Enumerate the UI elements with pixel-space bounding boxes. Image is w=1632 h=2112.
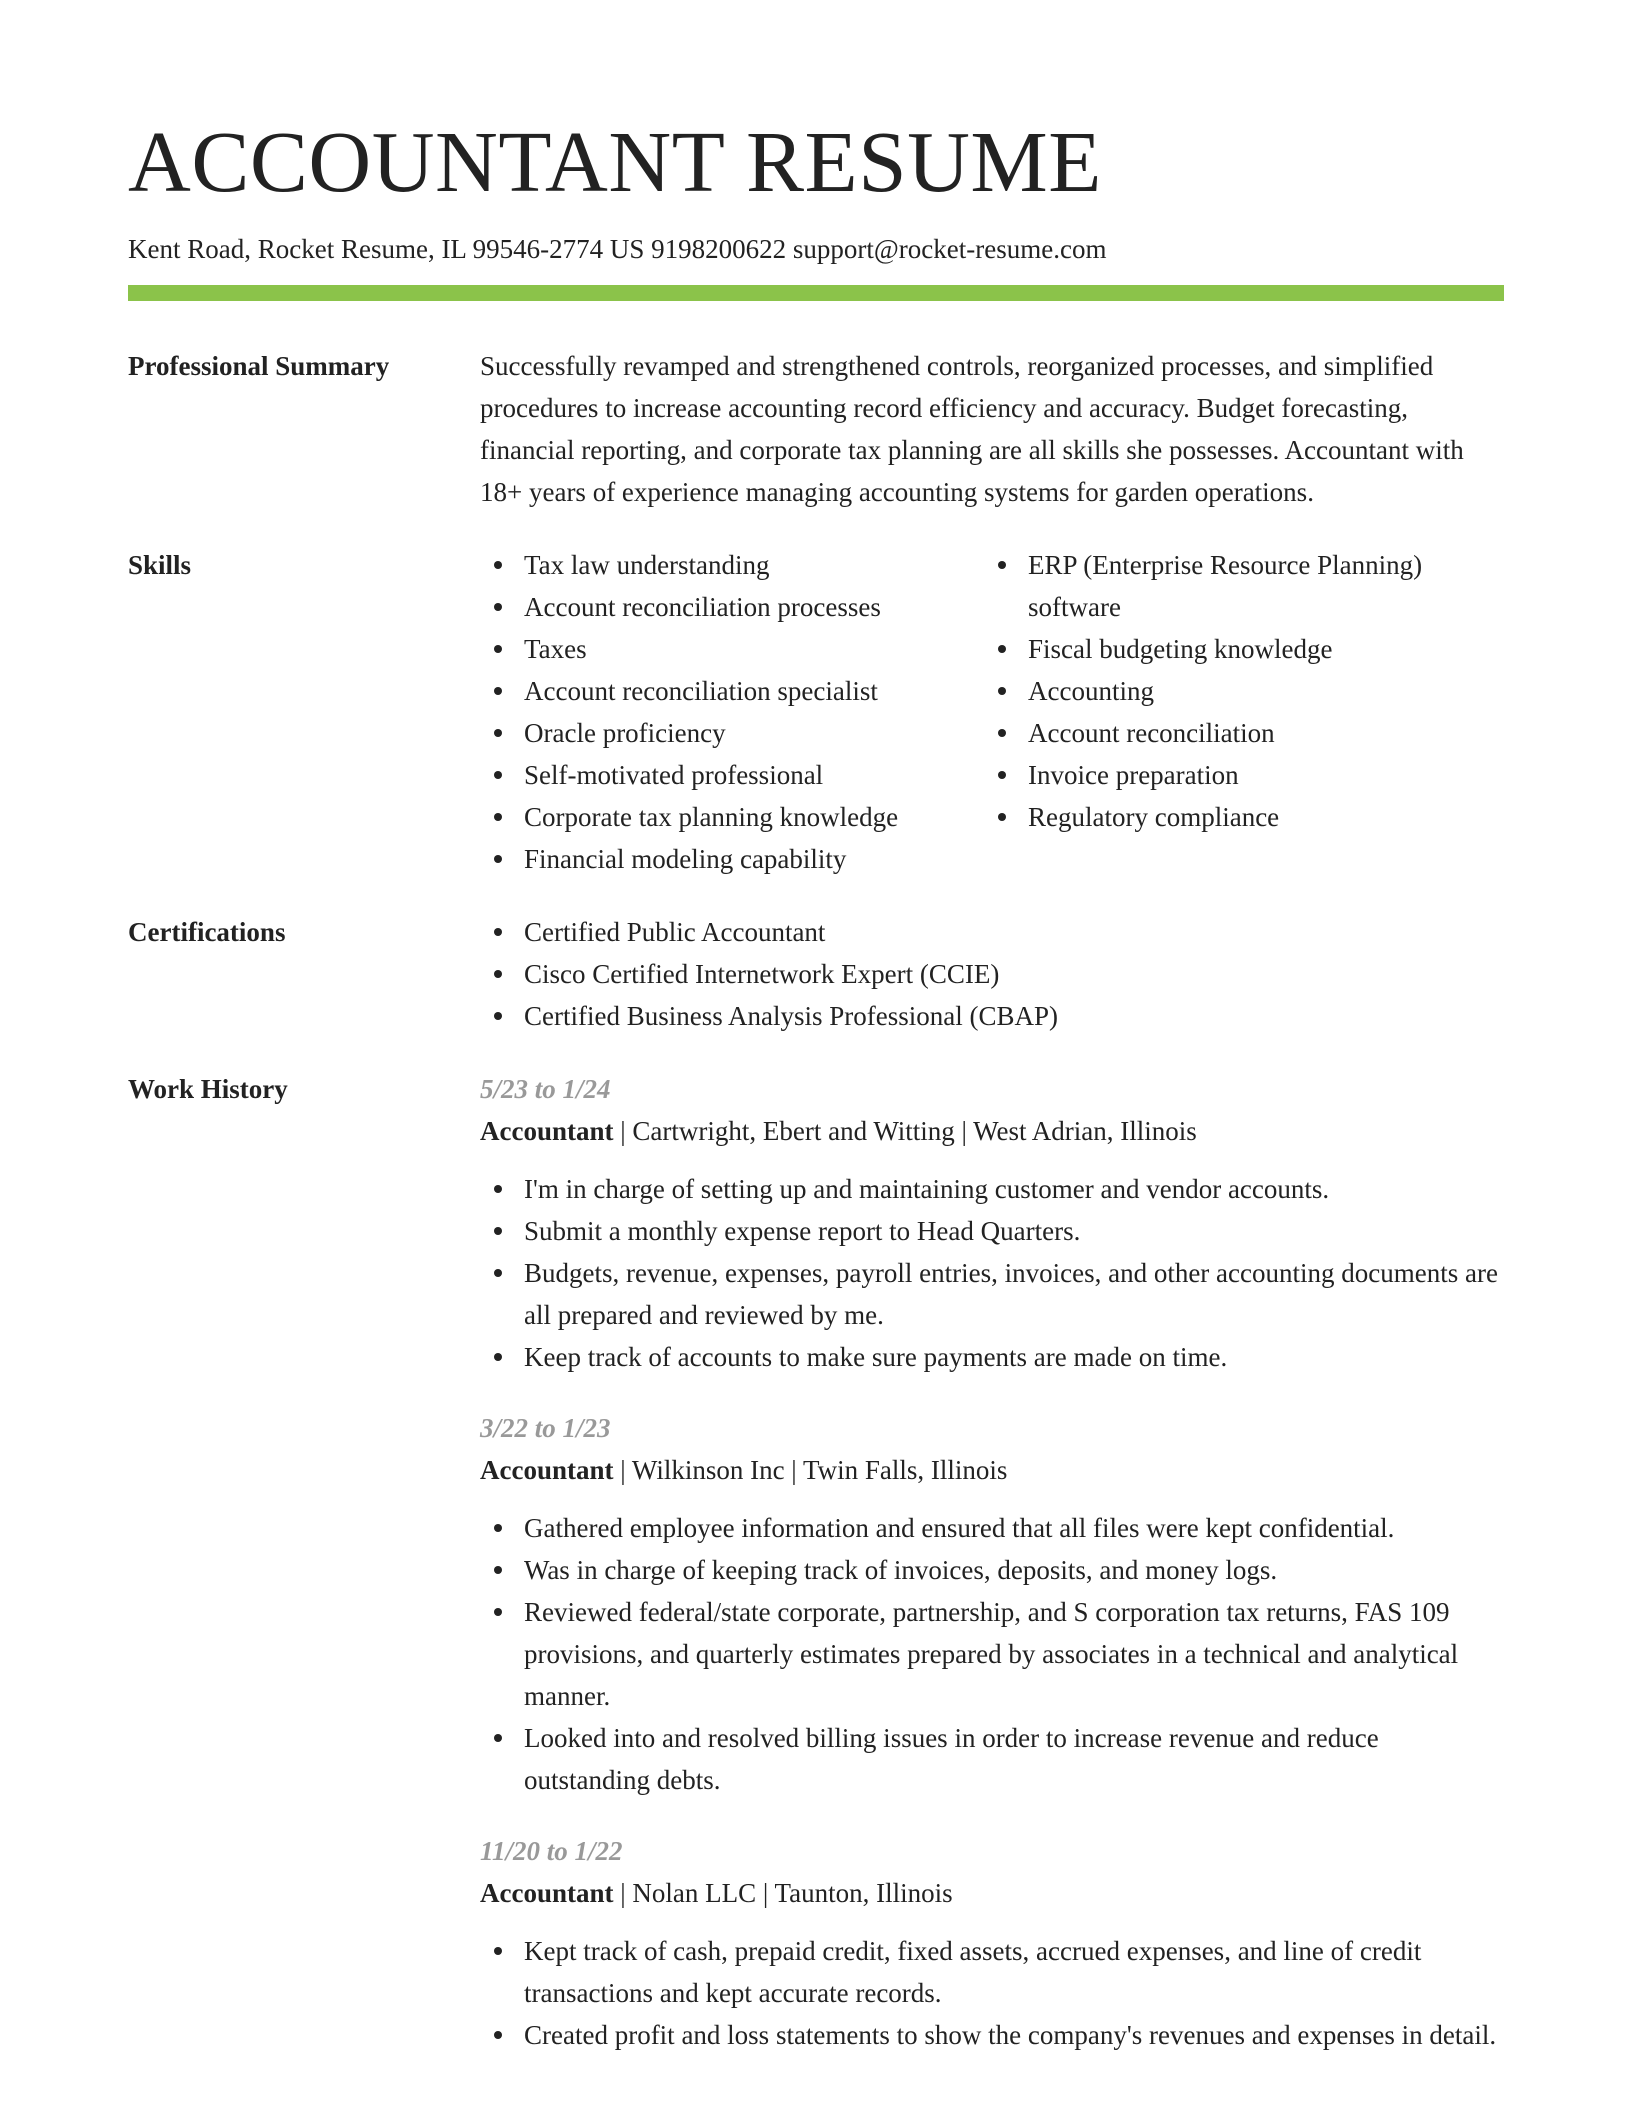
job-title: Accountant (480, 1116, 614, 1146)
skill-item: Tax law understanding (524, 544, 984, 586)
skill-item: Accounting (1028, 670, 1504, 712)
job-entry (480, 1830, 1504, 2056)
skill-item: Taxes (524, 628, 984, 670)
certification-item: Certified Public Accountant (524, 911, 1504, 953)
job-bullet: Created profit and loss statements to show the company's revenues and expenses in detail. (524, 2014, 1504, 2056)
skill-item: Corporate tax planning knowledge (524, 796, 984, 838)
job-bullet: I'm in charge of setting up and maintaining customer and vendor accounts. (524, 1168, 1504, 1210)
skill-item: Regulatory compliance (1028, 796, 1504, 838)
job-heading (480, 1110, 1504, 1152)
job-employer-location: | Wilkinson Inc | Twin Falls, Illinois (613, 1455, 1008, 1485)
skill-item: Invoice preparation (1028, 754, 1504, 796)
summary-text: Successfully revamped and strengthened controls, reorganized processes, and simplified procedures to increase accounting record efficiency and accuracy. Budget forecasting, financial reporting, and corporate tax planning are all skills she possesses. Accountant with 18+ years of experience managing accounting systems for garden operations. (480, 351, 1464, 507)
job-bullet: Reviewed federal/state corporate, partnership, and S corporation tax returns, FAS 109 provisions, and quarterly estimates prepared by associates in a technical and analytical manner. (524, 1591, 1504, 1717)
certification-item: Certified Business Analysis Professional (CBAP) (524, 995, 1504, 1037)
job-bullet: Gathered employee information and ensured that all files were kept confidential. (524, 1507, 1504, 1549)
skills-column-b (984, 544, 1504, 880)
job-employer-location: | Nolan LLC | Taunton, Illinois (613, 1878, 953, 1908)
job-bullet: Budgets, revenue, expenses, payroll entries, invoices, and other accounting documents are all prepared and reviewed by me. (524, 1252, 1504, 1336)
job-entry (480, 1407, 1504, 1801)
skill-item: Account reconciliation specialist (524, 670, 984, 712)
skill-item: ERP (Enterprise Resource Planning) software (1028, 544, 1504, 628)
skills-body (480, 544, 1504, 880)
job-heading (480, 1872, 1504, 1914)
contact-line: Kent Road, Rocket Resume, IL 99546-2774 US 9198200622 support@rocket-resume.com (128, 234, 1107, 264)
job-employer-location: | Cartwright, Ebert and Witting | West Adrian, Illinois (613, 1116, 1197, 1146)
resume-title: ACCOUNTANT RESUME (128, 113, 1102, 210)
job-bullet: Submit a monthly expense report to Head Quarters. (524, 1210, 1504, 1252)
job-dates: 5/23 to 1/24 (480, 1074, 611, 1104)
certification-item: Cisco Certified Internetwork Expert (CCIE) (524, 953, 1504, 995)
skill-item: Self-motivated professional (524, 754, 984, 796)
work-history-label: Work History (128, 1074, 288, 1104)
job-title: Accountant (480, 1455, 614, 1485)
skills-column-a (480, 544, 984, 880)
header-divider (128, 285, 1504, 301)
job-title: Accountant (480, 1878, 614, 1908)
job-entry (480, 1068, 1504, 1378)
certifications-body (480, 911, 1504, 1037)
summary-body (480, 345, 1504, 513)
job-bullet: Kept track of cash, prepaid credit, fixed assets, accrued expenses, and line of credit transactions and kept accurate records. (524, 1930, 1504, 2014)
certifications-label: Certifications (128, 917, 286, 947)
work-history-body (480, 1068, 1504, 2056)
job-heading (480, 1449, 1504, 1491)
skill-item: Account reconciliation processes (524, 586, 984, 628)
skill-item: Financial modeling capability (524, 838, 984, 880)
job-dates: 3/22 to 1/23 (480, 1413, 611, 1443)
job-bullet: Keep track of accounts to make sure payments are made on time. (524, 1336, 1504, 1378)
skill-item: Oracle proficiency (524, 712, 984, 754)
skill-item: Account reconciliation (1028, 712, 1504, 754)
skill-item: Fiscal budgeting knowledge (1028, 628, 1504, 670)
skills-label: Skills (128, 550, 192, 580)
job-bullet: Looked into and resolved billing issues in order to increase revenue and reduce outstanding debts. (524, 1717, 1504, 1801)
summary-label: Professional Summary (128, 351, 390, 381)
job-dates: 11/20 to 1/22 (480, 1836, 623, 1866)
job-bullet: Was in charge of keeping track of invoices, deposits, and money logs. (524, 1549, 1504, 1591)
